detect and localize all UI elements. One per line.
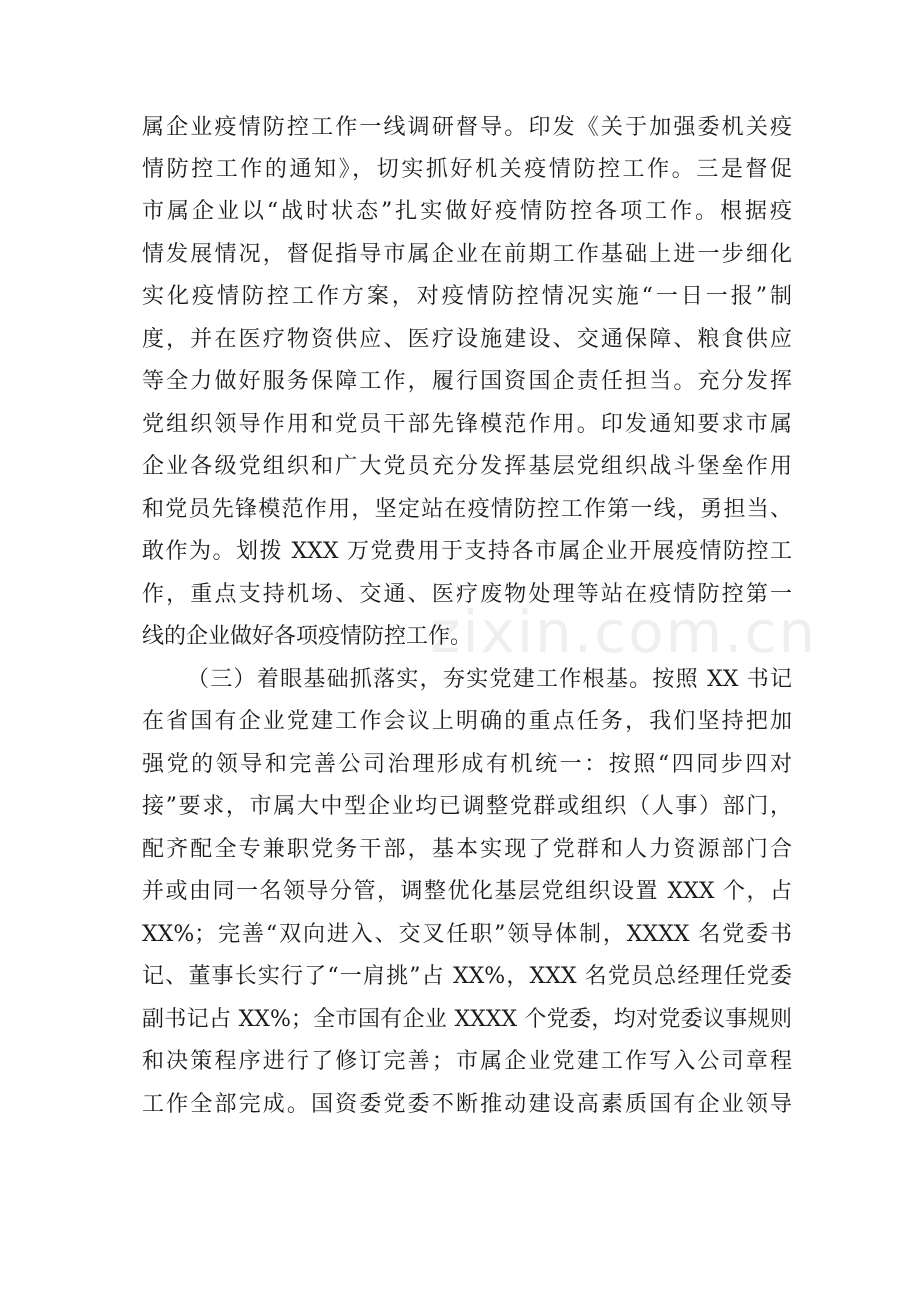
text-line: 和决策程序进行了修订完善；市属企业党建工作写入公司章程: [142, 1049, 792, 1074]
text-line: 属企业疫情防控工作一线调研督导。印发《关于加强委机关疫: [142, 115, 792, 140]
text-line: 工作全部完成。国资委党委不断推动建设高素质国有企业领导: [142, 1092, 792, 1117]
text-line: 并或由同一名领导分管，调整优化基层党组织设置 XXX 个，占: [142, 879, 792, 904]
watermark: zixin.com.cn: [430, 598, 818, 666]
text-line: 实化疫情防控工作方案，对疫情防控情况实施“一日一报”制: [142, 284, 792, 309]
text-line: 线的企业做好各项疫情防控工作。: [142, 624, 473, 649]
text-line: 敢作为。划拨 XXX 万党费用于支持各市属企业开展疫情防控工: [142, 539, 792, 564]
text-line: 情防控工作的通知》，切实抓好机关疫情防控工作。三是督促: [142, 157, 792, 182]
text-line: 企业各级党组织和广大党员充分发挥基层党组织战斗堡垒作用: [142, 454, 792, 479]
text-line: 配齐配全专兼职党务干部，基本实现了党群和人力资源部门合: [142, 837, 792, 862]
text-line: 记、董事长实行了“一肩挑”占 XX%，XXX 名党员总经理任党委: [142, 964, 792, 989]
text-line: 市属企业以“战时状态”扎实做好疫情防控各项工作。根据疫: [142, 199, 792, 224]
text-line: 副书记占 XX%；全市国有企业 XXXX 个党委，均对党委议事规则: [142, 1007, 792, 1032]
text-line: 党组织领导作用和党员干部先锋模范作用。印发通知要求市属: [142, 412, 792, 437]
text-line: 强党的领导和完善公司治理形成有机统一：按照“四同步四对: [142, 752, 792, 777]
text-line: 接”要求，市属大中型企业均已调整党群或组织（人事）部门，: [142, 794, 792, 819]
text-line: 等全力做好服务保障工作，履行国资国企责任担当。充分发挥: [142, 369, 792, 394]
text-line: XX%；完善“双向进入、交叉任职”领导体制，XXXX 名党委书: [142, 922, 792, 947]
text-line: 度，并在医疗物资供应、医疗设施建设、交通保障、粮食供应: [142, 327, 792, 352]
text-line: 在省国有企业党建工作会议上明确的重点任务，我们坚持把加: [142, 709, 792, 734]
text-line: 情发展情况，督促指导市属企业在前期工作基础上进一步细化: [142, 242, 792, 267]
text-line: 作，重点支持机场、交通、医疗废物处理等站在疫情防控第一: [142, 582, 792, 607]
text-line: 和党员先锋模范作用，坚定站在疫情防控工作第一线，勇担当、: [142, 497, 792, 522]
paragraph-heading-line: （三）着眼基础抓落实，夯实党建工作根基。按照 XX 书记: [187, 667, 792, 692]
